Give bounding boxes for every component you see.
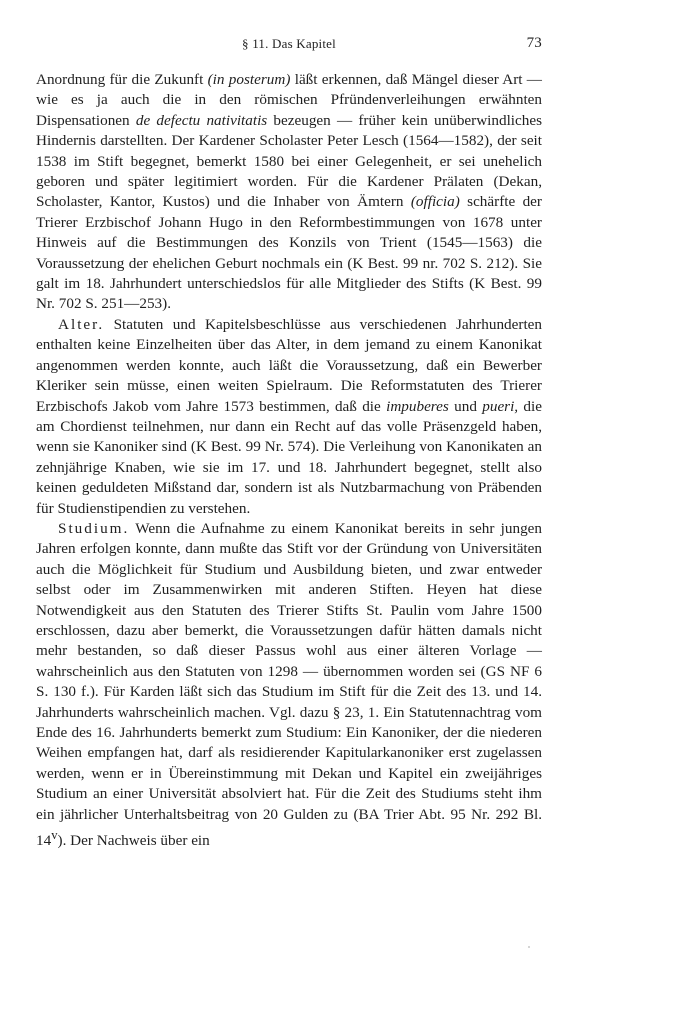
latin-term: de defectu nativitatis: [135, 111, 268, 129]
latin-term: (officia): [410, 193, 460, 211]
paragraph-ehelichkeit: [36, 70, 542, 315]
text-run: Wenn die Aufnahme zu einem Kanonikat bereits in sehr jungen Jahren erfolgen konnte, dann mußte das Stift vor der Gründung von Universitäten auch die Möglichkeit für Studium und Ausbildung bieten, und zwar entweder selbst oder im Zusammenwirken mit anderen Stiften. Heyen hat diese Notwendigkeit aus den Statuten des Trierer Stifts St. Paulin vom Jahre 1500 erschlossen, dazu aber bemerkt, die Voraussetzungen dafür hätten damals nicht mehr bestanden, so daß dieser Passus wohl aus einer älteren Vorlage — wahrscheinlich aus den Statuten von 1298 — übernommen worden sei (GS NF 6 S. 130 f.). Für Karden läßt sich das Studium im Stift für die Zeit des 13. und 14. Jahrhunderts wahrscheinlich machen. Vgl. dazu § 23, 1. Ein Statutennachtrag vom Ende des 16. Jahrhunderts bemerkt zum Studium: Ein Kanoniker, der die niederen Weihen empfangen hat, darf als residierender Kapitularkanoniker erst zugelassen werden, wenn er in Übereinstimmung mit Dekan und Kapitel ein zweijähriges Studium an einer Universität absolviert hat. Für die Zeit des Studiums steht ihm ein jährlicher Unterhaltsbeitrag von 20 Gulden zu (BA Trier Abt. 95 Nr. 292 Bl. 14: [36, 519, 542, 850]
page-number: 73: [526, 35, 542, 51]
paragraph-alter: [36, 315, 542, 519]
paragraph-heading: Alter.: [58, 315, 105, 333]
body-text: [36, 70, 542, 852]
text-run: und: [448, 397, 483, 415]
paragraph-studium: [36, 519, 542, 852]
latin-term: impuberes: [386, 397, 449, 415]
text-run: die am Chordienst teilnehmen, nur dann ein Recht auf das volle Präsenzgeld haben, wenn sie Kanoniker sind (K Best. 99 Nr. 574). Die Verleihung von Kanonikaten an zehnjährige Knaben, wie sie im 17. und 18. Jahrhundert begegnet, stellt also keinen geduldeten Mißstand dar, sondern ist als Nutzbarmachung von Präbenden für Studienstipendien zu verstehen.: [36, 397, 542, 517]
text-run: schärfte der Trierer Erzbischof Johann Hugo in den Reformbestimmungen von 1678 unter Hinweis auf die Bestimmungen des Konzils von Trient (1545—1563) die Voraussetzung der ehelichen Geburt nochmals ein (K Best. 99 nr. 702 S. 212). Sie galt im 18. Jahrhundert unterschiedslos für alle Mitglieder des Stifts (K Best. 99 Nr. 702 S. 251—253).: [36, 193, 542, 313]
superscript-verso: v: [51, 828, 58, 843]
latin-term: (in posterum): [207, 71, 291, 88]
section-title: § 11. Das Kapitel: [242, 36, 336, 51]
text-run: Statuten und Kapitelsbeschlüsse aus verschiedenen Jahrhunderten enthalten keine Einzelheiten über das Alter, in dem jemand zu einem Kanonikat angenommen werden konnte, auch läßt die Voraussetzung, daß ein Bewerber Kleriker sein müsse, einen weiten Spielraum. Die Reformstatuten des Trierer Erzbischofs Jakob vom Jahre 1573 bestimmen, daß die: [36, 315, 542, 415]
text-run: bezeugen — früher kein unüberwindliches Hindernis darstellten. Der Kardener Scholaster Peter Lesch (1564—1582), der seit 1538 im Stift begegnet, bemerkt 1580 bei einer Gelegenheit, er sei unehelich geboren und später legitimiert worden. Für die Kardener Prälaten (Dekan, Scholaster, Kantor, Kustos) und die Inhaber von Ämtern: [36, 111, 543, 211]
text-run: ). Der Nachweis über ein: [57, 832, 210, 850]
text-run: Anordnung für die Zukunft: [36, 71, 208, 88]
scan-speck: [528, 946, 530, 948]
paragraph-heading: Studium.: [58, 519, 130, 537]
latin-term: pueri,: [482, 397, 519, 415]
text-run: läßt erkennen, daß Mängel dieser Art — wie es ja auch die in den römischen Pfründenverleihungen erwähnten Dispensationen: [36, 71, 542, 129]
